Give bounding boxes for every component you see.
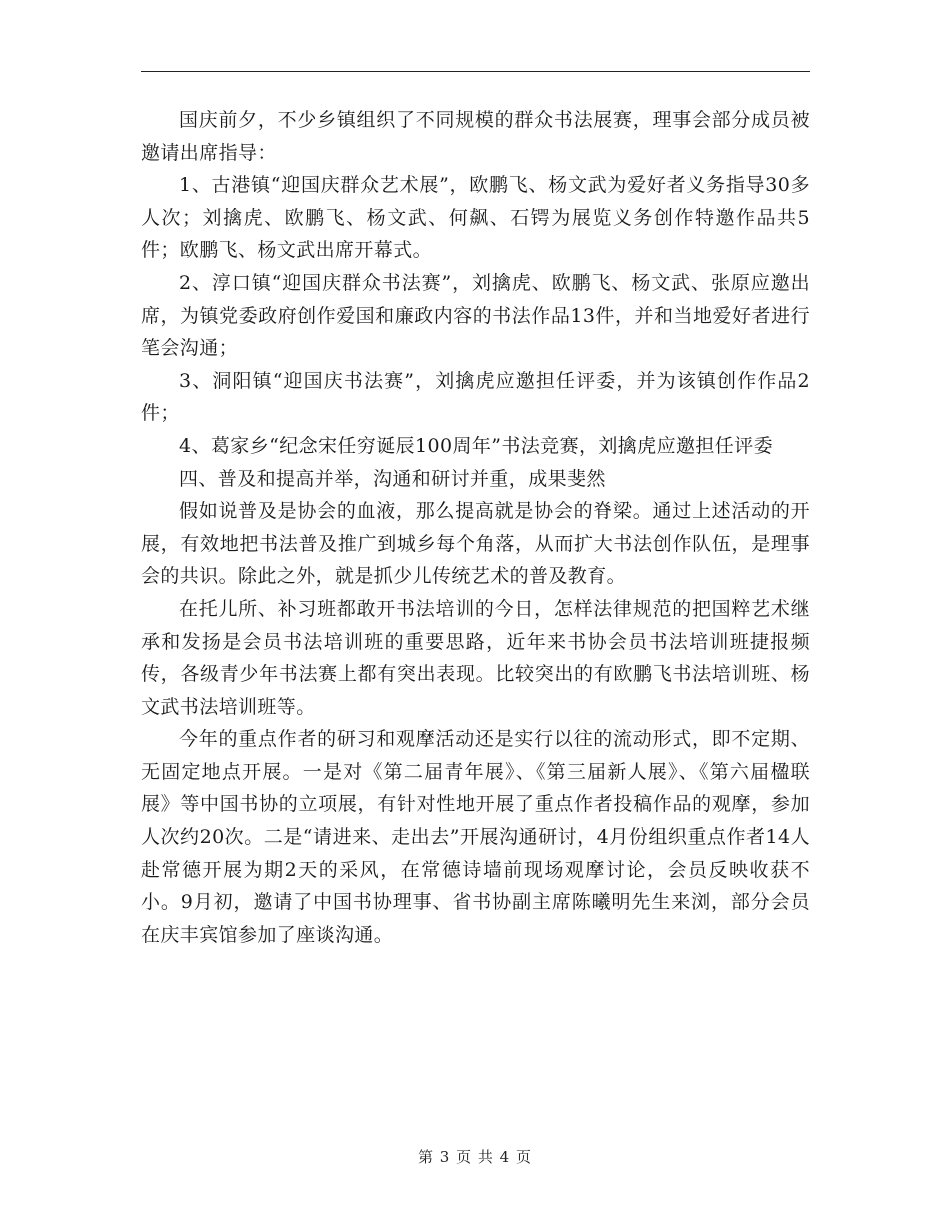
paragraph-item-1: 1、古港镇“迎国庆群众艺术展”，欧鹏飞、杨文武为爱好者义务指导30多人次；刘擒虎、欧鹏飞、杨文武、何飙、石锷为展览义务创作特邀作品共5件；欧鹏飞、杨文武出席开幕式。 bbox=[141, 174, 810, 262]
page-number: 第 3 页 共 4 页 bbox=[418, 1148, 532, 1166]
paragraph-popularization: 假如说普及是协会的血液，那么提高就是协会的脊梁。通过上述活动的开展，有效地把书法普及推广到城乡每个角落，从而扩大书法创作队伍，是理事会的共识。除此之外，就是抓少儿传统艺术的普及教育。 bbox=[141, 500, 810, 588]
paragraph-intro: 国庆前夕，不少乡镇组织了不同规模的群众书法展赛，理事会部分成员被邀请出席指导： bbox=[141, 109, 810, 164]
paragraph-item-4: 4、葛家乡“纪念宋任穷诞辰100周年”书法竞赛，刘擒虎应邀担任评委 bbox=[179, 434, 773, 457]
paragraph-training: 在托儿所、补习班都敢开书法培训的今日，怎样法律规范的把国粹艺术继承和发扬是会员书法培训班的重要思路，近年来书协会员书法培训班捷报频传，各级青少年书法赛上都有突出表现。比较突出的有欧鹏飞书法培训班、杨文武书法培训班等。 bbox=[141, 597, 810, 718]
header-rule bbox=[141, 71, 810, 72]
document-body bbox=[141, 104, 810, 951]
section-heading: 四、普及和提高并举，沟通和研讨并重，成果斐然 bbox=[179, 467, 606, 490]
page-footer bbox=[0, 1146, 950, 1167]
paragraph-item-3: 3、洞阳镇“迎国庆书法赛”，刘擒虎应邀担任评委，并为该镇创作作品2件； bbox=[141, 369, 810, 425]
paragraph-item-2: 2、淳口镇“迎国庆群众书法赛”，刘擒虎、欧鹏飞、杨文武、张原应邀出席，为镇党委政府创作爱国和廉政内容的书法作品13件，并和当地爱好者进行笔会沟通； bbox=[141, 271, 810, 360]
paragraph-study-activities: 今年的重点作者的研习和观摩活动还是实行以往的流动形式，即不定期、无固定地点开展。一是对《第二届青年展》、《第三届新人展》、《第六届楹联展》等中国书协的立项展，有针对性地开展了重点作者投稿作品的观摩，参加人次约20次。二是“请进来、走出去”开展沟通研讨，4月份组织重点作者14人赴常德开展为期2天的采风，在常德诗墙前现场观摩讨论，会员反映收获不小。9月初，邀请了中国书协理事、省书协副主席陈曦明先生来浏，部分会员在庆丰宾馆参加了座谈沟通。 bbox=[141, 728, 810, 946]
